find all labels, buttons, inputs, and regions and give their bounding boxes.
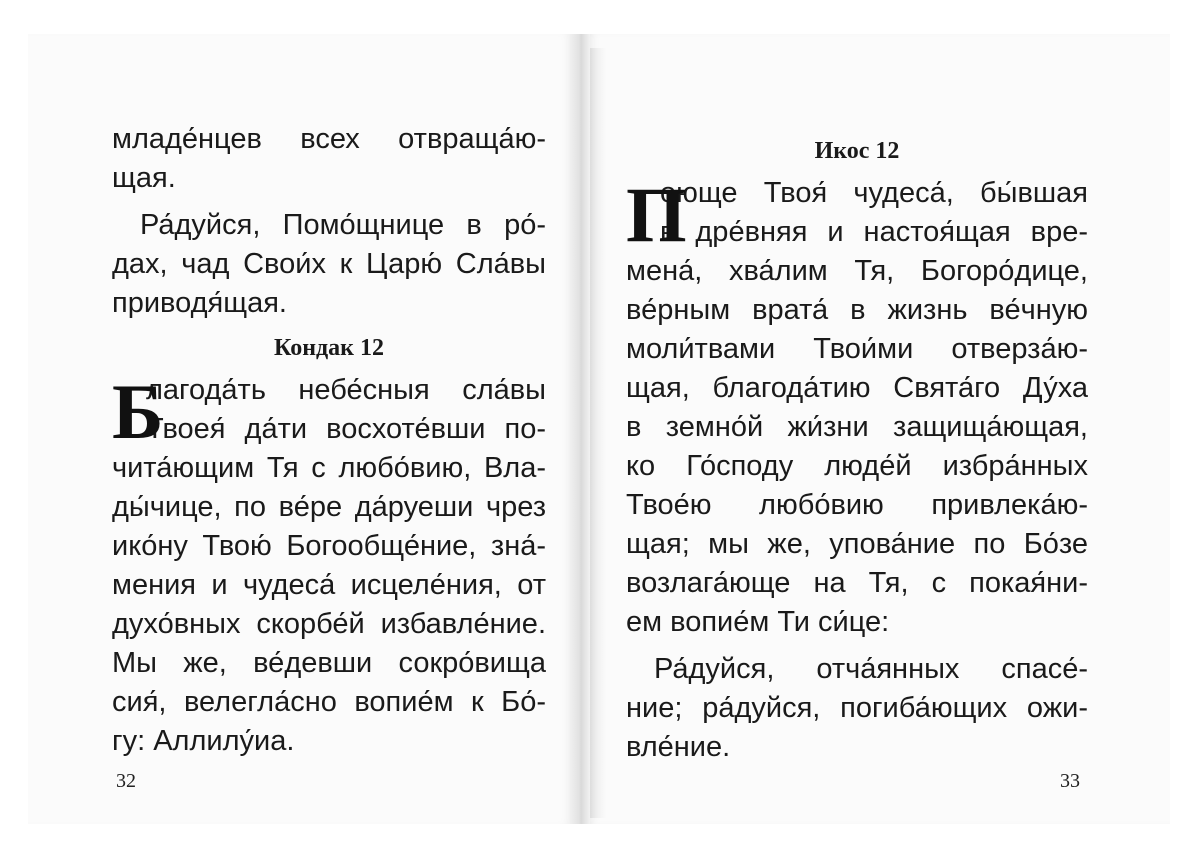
text-line: Твое́ю любо́вию привлека́ю- [626, 489, 1088, 521]
text-line: гу: Аллилу́иа. [112, 725, 295, 757]
text-line: мения и чудеса́ исцеле́ния, от [112, 569, 546, 601]
text-line: младе́нцев всех отвраща́ю- [112, 123, 546, 155]
ikos-heading: Икос 12 [814, 138, 900, 164]
text-line: ве́рным врата́ в жизнь ве́чную [626, 294, 1088, 326]
right-page-text [626, 134, 1088, 767]
drop-cap: Б [112, 368, 164, 455]
kondak-heading: Кондак 12 [273, 335, 384, 361]
text-line: приводя́щая. [112, 287, 287, 319]
text-line: оюще Твоя́ чудеса́, бы́вшая [660, 177, 1088, 209]
text-line: в дре́вняя и настоя́щая вре- [660, 216, 1088, 248]
text-line: сия́, велегла́сно вопие́м к Бо́- [112, 686, 546, 718]
text-line: ем вопие́м Ти си́це: [626, 606, 890, 638]
text-line: Твоея́ да́ти восхоте́вши по- [146, 413, 546, 445]
text-line: щая; мы же, упова́ние по Бо́зе [626, 528, 1088, 560]
text-line: щая, благода́тию Свята́го Ду́ха [626, 372, 1088, 404]
page-number: 33 [1060, 770, 1080, 792]
text-line: ние; ра́дуйся, погиба́ющих ожи- [626, 692, 1088, 724]
right-page [590, 34, 1170, 824]
text-line: лагода́ть небе́сныя сла́вы [146, 374, 546, 406]
text-line: моли́твами Твои́ми отверза́ю- [626, 333, 1088, 365]
text-line: Ра́дуйся, отча́янных спасе́- [654, 653, 1088, 685]
text-line: мена́, хва́лим Тя, Богоро́дице, [626, 255, 1088, 287]
book-spine [570, 34, 590, 824]
text-line: дах, чад Свои́х к Царю́ Сла́вы [112, 248, 546, 280]
text-line: Мы же, ве́девши сокро́вища [112, 647, 546, 679]
left-page-text [112, 120, 546, 761]
text-line: ды́чице, по ве́ре да́руеши чрез [112, 491, 546, 523]
text-line: щая. [112, 162, 176, 194]
text-line: чита́ющим Тя с любо́вию, Вла- [112, 452, 546, 484]
page-number: 32 [116, 770, 136, 792]
text-line: духо́вных скорбе́й избавле́ние. [112, 608, 546, 640]
left-page [28, 34, 570, 824]
text-line: ко Го́споду люде́й избра́нных [626, 450, 1088, 482]
ikos-paragraph [626, 171, 1088, 258]
text-line: Ра́дуйся, Помо́щнице в ро́- [140, 209, 546, 241]
text-line: вле́ние. [626, 731, 731, 763]
text-line: ико́ну Твою́ Богообще́ние, зна́- [112, 530, 546, 562]
gutter-shadow [590, 48, 606, 818]
text-line: в земно́й жи́зни защища́ющая, [626, 411, 1088, 443]
text-line: возлага́юще на Тя, с покая́ни- [626, 567, 1088, 599]
drop-cap: П [626, 171, 687, 258]
kondak-paragraph [112, 368, 546, 455]
